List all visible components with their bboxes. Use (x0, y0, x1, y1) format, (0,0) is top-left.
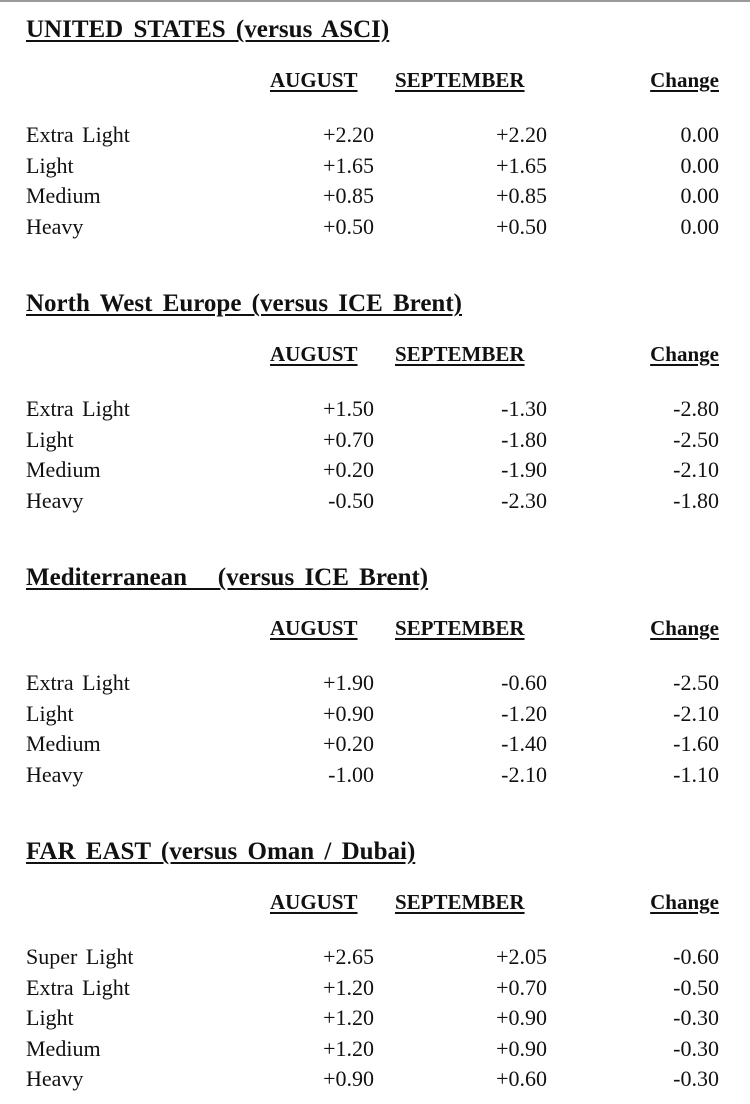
table-row (0, 942, 750, 973)
grade-name: Heavy (26, 761, 84, 787)
table-row (0, 699, 750, 730)
august-value: +1.20 (323, 1005, 374, 1030)
change-value: -2.10 (673, 700, 719, 726)
table-row (0, 973, 750, 1004)
grade-name: Extra Light (26, 974, 130, 1000)
grade-name: Extra Light (26, 396, 130, 421)
column-header-september: SEPTEMBER (395, 342, 525, 366)
column-header-august: AUGUST (270, 890, 358, 914)
august-value: +0.20 (323, 457, 374, 482)
table-body (0, 394, 750, 516)
table-row (0, 151, 750, 182)
august-value: +0.90 (323, 700, 374, 726)
change-value: -1.80 (673, 487, 719, 513)
september-value: -1.20 (501, 700, 547, 726)
september-value: -2.10 (501, 761, 547, 787)
table-row (0, 1064, 750, 1095)
september-value: -1.40 (501, 731, 547, 756)
change-value: -0.30 (673, 1005, 719, 1030)
column-header-change: Change (650, 890, 719, 914)
table-row (0, 760, 750, 791)
column-header-august: AUGUST (270, 342, 358, 366)
august-value: +0.70 (323, 426, 374, 452)
september-value: +2.20 (496, 122, 547, 147)
grade-name: Medium (26, 183, 101, 208)
table-row (0, 1034, 750, 1065)
column-header-september: SEPTEMBER (395, 616, 525, 640)
column-header-september: SEPTEMBER (395, 68, 525, 92)
september-value: +0.90 (496, 1005, 547, 1030)
grade-name: Medium (26, 1035, 101, 1061)
table-row (0, 425, 750, 456)
september-value: -2.30 (501, 487, 547, 513)
change-value: 0.00 (680, 122, 719, 147)
august-value: +1.20 (323, 1035, 374, 1061)
column-header-change: Change (650, 342, 719, 366)
grade-name: Extra Light (26, 670, 130, 695)
section-title: North West Europe (versus ICE Brent) (26, 290, 462, 317)
table-row (0, 486, 750, 517)
september-value: -0.60 (501, 670, 547, 695)
grade-name: Light (26, 1005, 74, 1030)
grade-name: Heavy (26, 1066, 84, 1091)
change-value: -0.60 (673, 944, 719, 969)
table-body (0, 668, 750, 790)
august-value: +1.90 (323, 670, 374, 695)
change-value: -0.30 (673, 1035, 719, 1061)
august-value: +0.50 (323, 213, 374, 239)
august-value: -1.00 (328, 761, 374, 787)
column-header-august: AUGUST (270, 616, 358, 640)
table-row (0, 212, 750, 243)
change-value: -2.10 (673, 457, 719, 482)
august-value: +1.65 (323, 152, 374, 178)
grade-name: Super Light (26, 944, 134, 969)
august-value: +0.90 (323, 1066, 374, 1091)
grade-name: Light (26, 152, 74, 178)
august-value: +2.65 (323, 944, 374, 969)
grade-name: Light (26, 700, 74, 726)
september-value: -1.80 (501, 426, 547, 452)
change-value: 0.00 (680, 213, 719, 239)
column-header-change: Change (650, 616, 719, 640)
section-title: UNITED STATES (versus ASCI) (26, 16, 390, 43)
table-row (0, 729, 750, 760)
august-value: +2.20 (323, 122, 374, 147)
change-value: -2.50 (673, 426, 719, 452)
change-value: -1.10 (673, 761, 719, 787)
change-value: -0.30 (673, 1066, 719, 1091)
september-value: +2.05 (496, 944, 547, 969)
column-header-change: Change (650, 68, 719, 92)
september-value: -1.90 (501, 457, 547, 482)
section-title: Mediterranean (versus ICE Brent) (26, 564, 429, 591)
grade-name: Medium (26, 457, 101, 482)
september-value: -1.30 (501, 396, 547, 421)
table-row (0, 120, 750, 151)
change-value: -2.50 (673, 670, 719, 695)
grade-name: Medium (26, 731, 101, 756)
table-row (0, 394, 750, 425)
grade-name: Heavy (26, 213, 84, 239)
september-value: +0.50 (496, 213, 547, 239)
top-border-rule (0, 0, 750, 2)
august-value: +1.20 (323, 974, 374, 1000)
change-value: 0.00 (680, 183, 719, 208)
august-value: +1.50 (323, 396, 374, 421)
table-row (0, 668, 750, 699)
section-title: FAR EAST (versus Oman / Dubai) (26, 838, 416, 865)
column-header-september: SEPTEMBER (395, 890, 525, 914)
september-value: +1.65 (496, 152, 547, 178)
august-value: -0.50 (328, 487, 374, 513)
september-value: +0.70 (496, 974, 547, 1000)
change-value: -1.60 (673, 731, 719, 756)
september-value: +0.90 (496, 1035, 547, 1061)
september-value: +0.60 (496, 1066, 547, 1091)
change-value: -2.80 (673, 396, 719, 421)
august-value: +0.85 (323, 183, 374, 208)
column-header-august: AUGUST (270, 68, 358, 92)
change-value: 0.00 (680, 152, 719, 178)
august-value: +0.20 (323, 731, 374, 756)
grade-name: Light (26, 426, 74, 452)
grade-name: Heavy (26, 487, 84, 513)
table-body (0, 942, 750, 1095)
table-row (0, 455, 750, 486)
september-value: +0.85 (496, 183, 547, 208)
change-value: -0.50 (673, 974, 719, 1000)
table-row (0, 1003, 750, 1034)
table-row (0, 181, 750, 212)
grade-name: Extra Light (26, 122, 130, 147)
table-body (0, 120, 750, 242)
